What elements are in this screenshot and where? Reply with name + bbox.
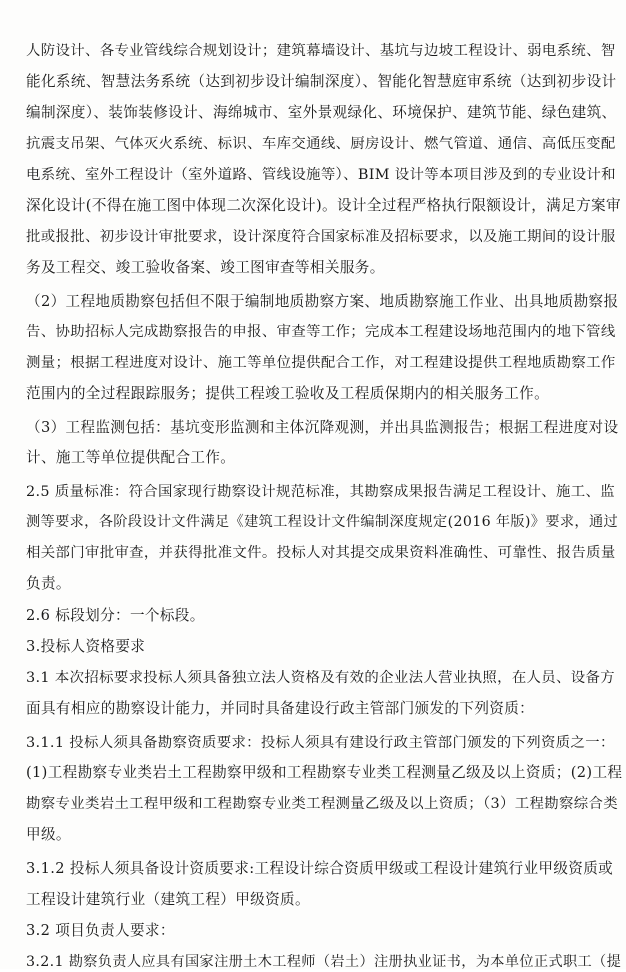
text-line: 2.5 质量标准：符合国家现行勘察设计规范标准，其勘察成果报告满足工程设计、施工、监 xyxy=(26,484,616,500)
text-line: （2）工程地质勘察包括但不限于编制地质勘察方案、地质勘察施工作业、出具地质勘察报 xyxy=(26,293,619,310)
text-line: 深化设计(不得在施工图中体现二次深化设计)。设计全过程严格执行限额设计，满足方案审 xyxy=(26,197,621,214)
text-line: 3.2.1 勘察负责人应具有国家注册土木工程师（岩土）注册执业证书，为本单位正式职工（提 xyxy=(26,954,622,970)
text-line: 批或报批、初步设计审批要求，设计深度符合国家标准及招标要求，以及施工期间的设计服 xyxy=(26,229,616,245)
text-line: （3）工程监测包括：基坑变形监测和主体沉降观测，并出具监测报告；根据工程进度对设 xyxy=(26,419,619,436)
text-line: 范围内的全过程跟踪服务；提供工程竣工验收及工程质保期内的相关服务工作。 xyxy=(26,385,550,402)
section-heading: 2.6 标段划分：一个标段。 xyxy=(26,607,205,624)
text-line: 人防设计、各专业管线综合规划设计；建筑幕墙设计、基坑与边坡工程设计、弱电系统、智 xyxy=(26,43,616,59)
text-line: 3.1 本次招标要求投标人须具备独立法人资格及有效的企业法人营业执照，在人员、设备方 xyxy=(26,670,616,686)
text-line: 能化系统、智慧法务系统（达到初步设计编制深度）、智能化智慧庭审系统（达到初步设计 xyxy=(26,73,617,90)
text-line: 3.1.2 投标人须具备设计资质要求:工程设计综合资质甲级或工程设计建筑行业甲级资质或 xyxy=(26,860,614,877)
text-line: 计、施工等单位提供配合工作。 xyxy=(26,449,236,466)
text-line: 面具有相应的勘察设计能力，并同时具备建设行政主管部门颁发的下列资质： xyxy=(26,700,535,717)
text-line: 3.1.1 投标人须具备勘察资质要求：投标人须具有建设行政主管部门颁发的下列资质之一： xyxy=(26,735,615,751)
section-heading: 3.2 项目负责人要求： xyxy=(26,922,175,939)
text-line: 相关部门审批审查，并获得批准文件。投标人对其提交成果资料准确性、可靠性、报告质量 xyxy=(26,545,616,561)
text-line: 勘察专业类岩土工程甲级和工程勘察专业类工程测量乙级及以上资质；（3）工程勘察综合类 xyxy=(26,796,618,812)
text-line: 电系统、室外工程设计（室外道路、管线设施等）、BIM 设计等本项目涉及到的专业设计和 xyxy=(26,167,616,183)
text-line: 抗震支吊架、气体灭火系统、标识、车库交通线、厨房设计、燃气管道、通信、高低压变配 xyxy=(26,136,616,152)
text-line: 测等要求，各阶段设计文件满足《建筑工程设计文件编制深度规定(2016 年版)》要求，通过 xyxy=(26,514,619,530)
text-line: 编制深度）、装饰装修设计、海绵城市、室外景观绿化、环境保护、建筑节能、绿色建筑、 xyxy=(26,104,617,121)
text-line: (1)工程勘察专业类岩土工程勘察甲级和工程勘察专业类工程测量乙级及以上资质；(2)工程 xyxy=(26,764,623,781)
text-line: 测量；根据工程进度对设计、施工等单位提供配合工作，对工程建设提供工程地质勘察工作 xyxy=(26,355,616,371)
text-line: 工程设计建筑行业（建筑工程）甲级资质。 xyxy=(26,891,310,908)
section-heading: 3.投标人资格要求 xyxy=(26,638,146,655)
text-line: 负责。 xyxy=(26,575,71,592)
text-line: 务及工程交、竣工验收备案、竣工图审查等相关服务。 xyxy=(26,259,385,276)
text-line: 告、协助招标人完成勘察报告的申报、审查等工作；完成本工程建设场地范围内的地下管线 xyxy=(26,324,616,340)
text-line: 甲级。 xyxy=(26,826,71,843)
